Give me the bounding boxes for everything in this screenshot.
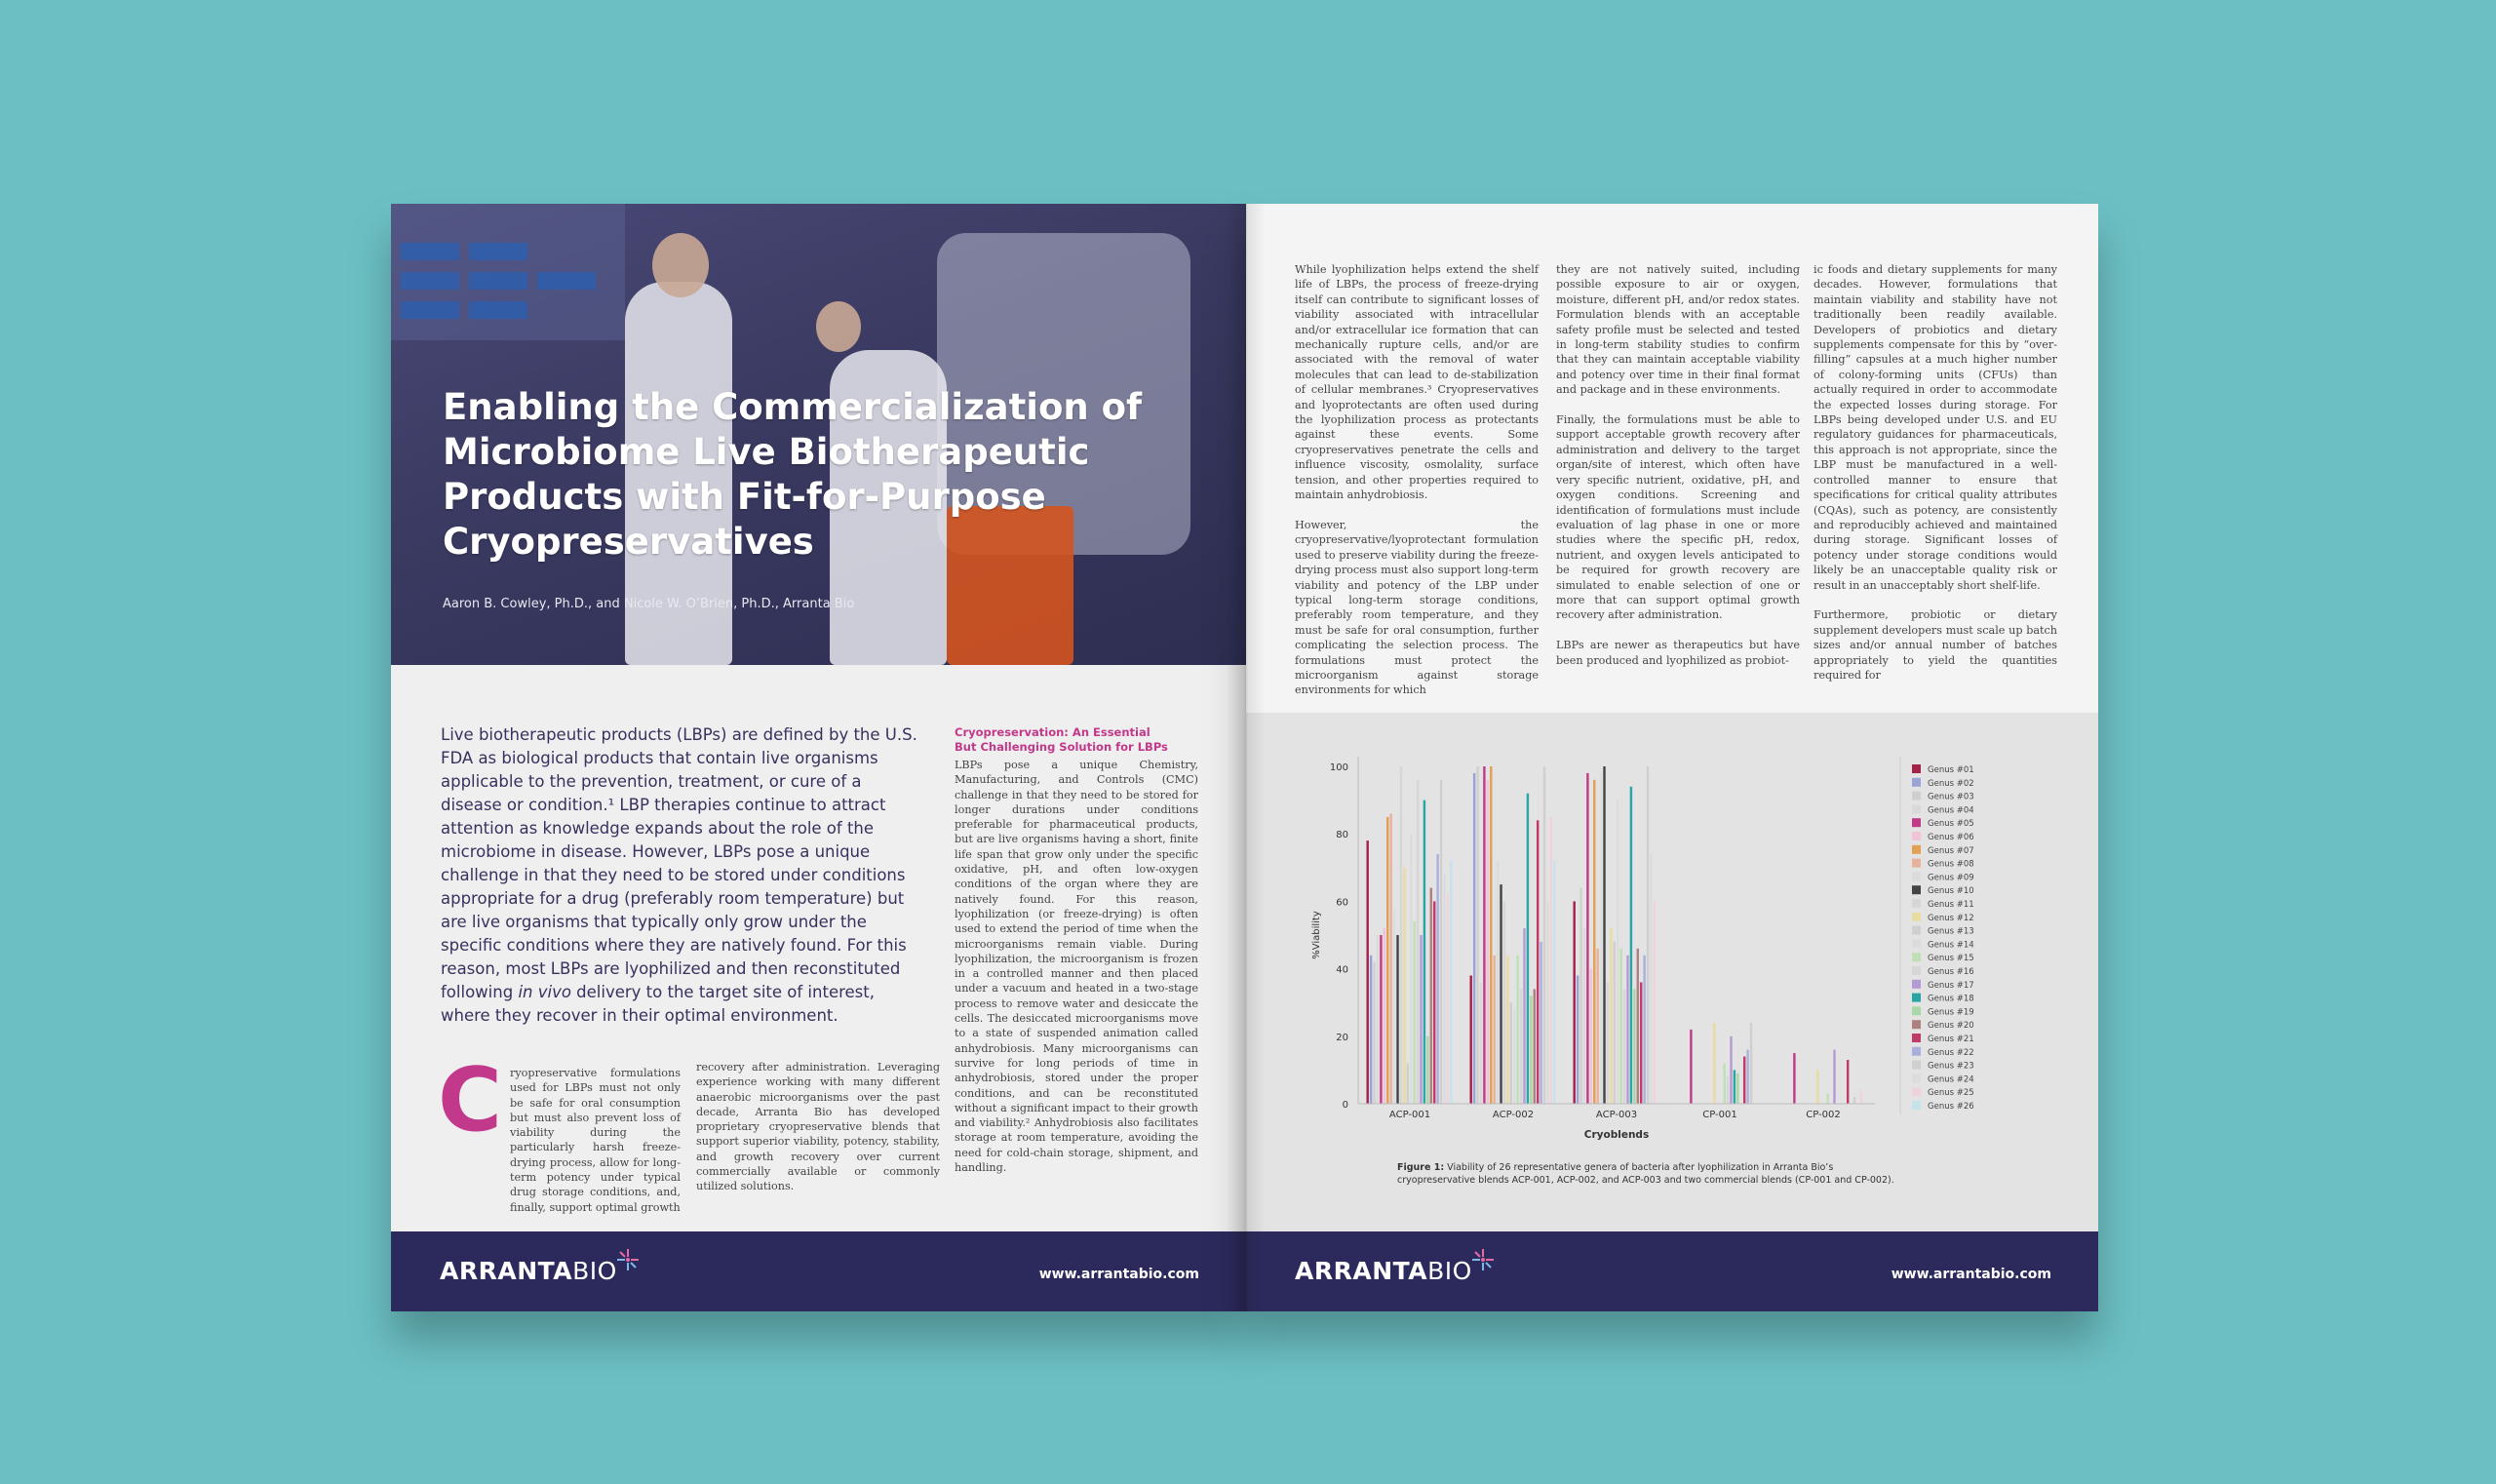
bar (1396, 935, 1398, 1104)
legend-swatch (1912, 1034, 1921, 1042)
legend-swatch (1912, 913, 1921, 921)
article-authors: Aaron B. Cowley, Ph.D., and Nicole W. O’Brien, Ph.D., Arranta Bio (443, 597, 855, 611)
bar (1723, 1063, 1725, 1104)
y-tick-label: 40 (1336, 964, 1348, 976)
bar (1436, 854, 1438, 1104)
legend-swatch (1912, 845, 1921, 854)
bar (1540, 942, 1541, 1104)
bar (1417, 780, 1419, 1104)
y-axis-label: %Viability (1311, 911, 1322, 959)
legend-swatch (1912, 804, 1921, 813)
logo-text-bio-right: BIO (1427, 1257, 1472, 1285)
bar (1447, 894, 1449, 1104)
logo-text-main-right: ARRANTA (1295, 1257, 1428, 1285)
bar (1403, 868, 1405, 1104)
bar (1603, 766, 1605, 1104)
bar (1727, 1076, 1729, 1104)
right-column-1: While lyophilization helps extend the shelf life of LBPs, the process of freeze-drying itself can contribute to significant losses of viability associated with intracellular and/or extracellular ice formation that can mechanically rupture cells, and/or are associated with the removal of water molecules that can lead to de-stabilization of cellular membranes.³ Cryopreservatives and lyoprotectants are often used during the lyophilization process as protectants against these events. Some cryopreservatives penetrate the cells and influence viscosity, osmolality, surface tension, and other properties required to maintain anhydrobiosis. However, the cryopreservative/lyoprotectant formulation used to preserve viability during the freeze-drying process must also support long-term viability and potency of the LBP under typical long-term storage conditions, preferably room temperature, and they must be safe for oral consumption, further complicating the selection process. The formulations must protect the microorganism against storage environments for which (1295, 263, 1539, 697)
legend-swatch (1912, 1047, 1921, 1056)
legend-swatch (1912, 1006, 1921, 1015)
bar (1614, 942, 1616, 1104)
figure-caption (1397, 1161, 1904, 1187)
legend-swatch (1912, 1087, 1921, 1096)
bar (1633, 989, 1635, 1104)
bar (1640, 982, 1642, 1104)
bar (1833, 1050, 1835, 1104)
bar (1384, 928, 1385, 1104)
right-page (1246, 204, 2098, 1311)
bar (1433, 901, 1435, 1104)
legend-label: Genus #16 (1928, 967, 1974, 977)
bar (1490, 766, 1492, 1104)
body-column-1: ryopreservative formulations used for LBPs must not only be safe for oral consumption but must also prevent loss of viability during the particularly harsh freeze-drying process, allow for long-term potency under typical drug storage conditions, and, finally, support optimal growth (510, 1067, 681, 1214)
bar (1527, 794, 1529, 1104)
caption-text: Viability of 26 representative genera of bacteria after lyophilization in Arranta Bio’s cryopreservative blends ACP-001, ACP-002, and ACP-003 and two commercial blends (CP-001 and CP-002). (1397, 1162, 1894, 1186)
bar (1413, 921, 1415, 1104)
bar (1647, 766, 1649, 1104)
bar (1424, 801, 1425, 1104)
arranta-logo (440, 1257, 617, 1285)
bar (1380, 935, 1382, 1104)
right-footer (1246, 1231, 2098, 1311)
bar (1546, 901, 1548, 1104)
legend-label: Genus #23 (1928, 1061, 1974, 1072)
bar (1596, 949, 1598, 1104)
italic-term: in vivo (518, 983, 571, 1001)
legend-swatch (1912, 953, 1921, 961)
bar (1430, 888, 1432, 1104)
legend-label: Genus #24 (1928, 1074, 1974, 1085)
bar (1473, 773, 1475, 1104)
legend-label: Genus #15 (1928, 954, 1974, 964)
bar (1510, 1002, 1512, 1104)
bar (1743, 1057, 1745, 1104)
legend-swatch (1912, 764, 1921, 773)
logo-text-bio: BIO (572, 1257, 617, 1285)
magazine-spread (391, 204, 2098, 1311)
bar (1534, 989, 1536, 1104)
bar (1520, 989, 1522, 1104)
bar (1543, 766, 1545, 1104)
bar (1654, 901, 1656, 1104)
bar (1377, 935, 1379, 1104)
bar (1493, 956, 1495, 1104)
legend-swatch (1912, 885, 1921, 894)
bar (1713, 1023, 1715, 1104)
x-tick-label: CP-001 (1702, 1110, 1737, 1120)
bar (1469, 976, 1471, 1104)
y-tick-label: 100 (1329, 762, 1348, 773)
bar (1573, 901, 1575, 1104)
legend-swatch (1912, 899, 1921, 908)
legend-swatch (1912, 832, 1921, 840)
bar (1400, 766, 1402, 1104)
legend-swatch (1912, 939, 1921, 948)
bar (1537, 820, 1539, 1104)
bar (1793, 1053, 1795, 1104)
legend-label: Genus #13 (1928, 926, 1974, 937)
spark-icon (615, 1247, 641, 1272)
bar (1516, 956, 1518, 1104)
legend-label: Genus #26 (1928, 1102, 1974, 1112)
legend-label: Genus #10 (1928, 886, 1974, 897)
bar (1583, 928, 1585, 1104)
legend-label: Genus #25 (1928, 1088, 1974, 1099)
bar (1847, 1060, 1849, 1104)
legend-swatch (1912, 792, 1921, 801)
legend-swatch (1912, 1101, 1921, 1110)
bar (1530, 996, 1532, 1104)
bar (1450, 861, 1452, 1104)
legend-label: Genus #07 (1928, 845, 1974, 856)
legend-swatch (1912, 859, 1921, 868)
bar (1643, 956, 1645, 1104)
bar (1407, 1063, 1409, 1104)
bar (1503, 901, 1505, 1104)
bar (1617, 801, 1618, 1104)
bar (1619, 949, 1621, 1104)
x-tick-label: ACP-002 (1492, 1110, 1535, 1120)
legend-label: Genus #11 (1928, 900, 1974, 910)
bar (1386, 817, 1388, 1104)
y-tick-label: 80 (1336, 830, 1348, 841)
logo-text-main: ARRANTA (440, 1257, 573, 1285)
bar (1623, 989, 1625, 1104)
bar (1420, 935, 1422, 1104)
bar (1393, 908, 1395, 1104)
legend-swatch (1912, 994, 1921, 1002)
legend-label: Genus #12 (1928, 913, 1974, 923)
bar (1860, 1090, 1862, 1104)
bar (1440, 780, 1442, 1104)
bar (1506, 956, 1508, 1104)
legend-label: Genus #05 (1928, 819, 1974, 830)
legend-label: Genus #22 (1928, 1047, 1974, 1058)
legend-swatch (1912, 872, 1921, 880)
bar (1853, 1097, 1855, 1104)
y-tick-label: 60 (1336, 897, 1348, 909)
body-column-2: recovery after administration. Leveraging experience working with many different anaerobic microorganisms over the past decade, Arranta Bio has developed proprietary cryopreservative blends that support superior viability, potency, stability, and growth recovery over current commercially available or commonly utilized solutions. (696, 1061, 940, 1193)
legend-swatch (1912, 1074, 1921, 1082)
x-axis-label: Cryoblends (1583, 1129, 1650, 1141)
right-column-3: ic foods and dietary supplements for many decades. However, formulations that maintain viability and stability have not traditionally been readily available. Developers of probiotics and dietary supplements compensate for this by “over-filling” capsules at a much higher number of colony-forming units (CFUs) than actually required in order to accommodate the expected losses during storage. For LBPs being developed under U.S. and EU regulatory guidances for pharmaceuticals, this approach is not appropriate, since the LBP must be manufactured in a well-controlled manner to ensure that specifications for critical quality attributes (CQAs), such as potency, are consistently and reproducibly achieved and maintained during storage. Significant losses of potency under storage conditions would likely be an unacceptable quality risk or result in an unacceptably short shelf-life. Furthermore, probiotic or dietary supplement developers must scale up batch sizes and/or annual number of batches appropriately to yield the quantities required for (1814, 263, 2057, 682)
bar (1513, 1009, 1515, 1104)
bar (1500, 884, 1502, 1104)
bar (1553, 861, 1555, 1104)
bar (1370, 956, 1372, 1104)
website-url: www.arrantabio.com (1038, 1267, 1199, 1282)
legend-swatch (1912, 1061, 1921, 1070)
legend-swatch (1912, 1020, 1921, 1029)
caption-label: Figure 1: (1397, 1162, 1445, 1173)
viability-bar-chart (1246, 713, 2098, 1231)
bar (1389, 813, 1391, 1104)
intro-paragraph: Live biotherapeutic products (LBPs) are defined by the U.S. FDA as biological products that contain live organisms applicable to the prevention, treatment, or cure of a disease or condition.¹ LBP therapies continue to attract attention as knowledge expands about the role of the microbiome in disease. However, LBPs pose a unique challenge in that they need to be stored under conditions appropriate for a drug (preferably room temperature) but are live organisms that typically only grow under the specific conditions where they are natively found. For this reason, most LBPs are lyophilized and then reconstituted following in vivo delivery to the target site of interest, where they recover in their optimal environment. (441, 725, 917, 1025)
bar (1483, 766, 1485, 1104)
legend-label: Genus #20 (1928, 1021, 1974, 1032)
legend-label: Genus #19 (1928, 1007, 1974, 1018)
left-page (391, 204, 1246, 1311)
bar (1487, 780, 1489, 1104)
bar (1480, 982, 1482, 1104)
bar (1497, 861, 1499, 1104)
hero-image (391, 204, 1246, 665)
legend-label: Genus #14 (1928, 940, 1974, 951)
legend-swatch (1912, 980, 1921, 989)
bar (1443, 875, 1445, 1104)
legend-label: Genus #04 (1928, 805, 1974, 816)
bar (1593, 780, 1595, 1104)
section-heading: Cryopreservation: An Essential But Challenging Solution for LBPs (955, 725, 1168, 754)
legend-swatch (1912, 966, 1921, 975)
bar (1826, 1094, 1828, 1104)
website-url-right: www.arrantabio.com (1891, 1267, 2051, 1282)
bar (1607, 982, 1609, 1104)
legend-label: Genus #01 (1928, 765, 1974, 775)
bar (1750, 1023, 1752, 1104)
legend-label: Genus #06 (1928, 833, 1974, 842)
legend-label: Genus #09 (1928, 873, 1974, 883)
y-tick-label: 0 (1342, 1100, 1348, 1111)
bar (1410, 834, 1412, 1104)
y-tick-label: 20 (1336, 1032, 1348, 1043)
legend-swatch (1912, 926, 1921, 935)
legend-label: Genus #17 (1928, 980, 1974, 991)
bar (1600, 773, 1602, 1104)
legend-swatch (1912, 778, 1921, 787)
article-title: Enabling the Commercialization of Microbiome Live Biotherapeutic Products with Fit-for-Purpose Cryopreservatives (443, 386, 1143, 563)
legend-label: Genus #03 (1928, 792, 1974, 802)
bar (1626, 956, 1628, 1104)
legend-label: Genus #02 (1928, 778, 1974, 789)
bar (1637, 949, 1639, 1104)
bar (1730, 1036, 1732, 1104)
bar (1577, 976, 1579, 1104)
bar (1373, 962, 1375, 1104)
bar (1366, 840, 1368, 1104)
x-tick-label: ACP-001 (1388, 1110, 1431, 1120)
bar (1816, 1070, 1818, 1104)
bar (1580, 888, 1581, 1104)
bar (1426, 1036, 1428, 1104)
right-column-2: they are not natively suited, including possible exposure to air or oxygen, moisture, different pH, and/or redox states. Formulation blends with an acceptable safety profile must be selected and tested in long-term stability studies to confirm that they can maintain acceptable viability and potency over time in their final format and package and in these environments. Finally, the formulations must be able to support acceptable growth recovery after administration and delivery to the target organ/site of interest, which often have very specific nutrient, oxidative, pH, and oxygen conditions. Screening and identification of formulations must include evaluation of lag phase in one or more studies where the specific pH, redox, nutrient, and oxygen levels anticipated to be required for growth recovery are simulated to enable selection of one or more that can support optimal growth recovery after administration. LBPs are newer as therapeutics but have been produced and lyophilized as probiot- (1556, 263, 1800, 667)
x-tick-label: CP-002 (1806, 1110, 1841, 1120)
drop-cap: C (438, 1049, 503, 1152)
left-footer (391, 1231, 1246, 1311)
legend-label: Genus #21 (1928, 1035, 1974, 1044)
bar (1650, 854, 1652, 1104)
bar (1610, 928, 1612, 1104)
figure-panel (1246, 713, 2098, 1231)
x-tick-label: ACP-003 (1595, 1110, 1638, 1120)
body-column-3: LBPs pose a unique Chemistry, Manufacturing, and Controls (CMC) challenge in that they need to be stored for longer durations under conditions preferable for pharmaceutical products, but are live organisms having a short, finite life span that grow only under the specific oxidative, pH, and often low-oxygen conditions of the organ where they are natively found. For this reason, lyophilization (or freeze-drying) is often used to extend the period of time when the microorganisms remain viable. During lyophilization, the microorganism is frozen in a controlled manner and then placed under a vacuum and heated in a two-stage process to remove water and desiccate the cells. The desiccated microorganisms move to a state of suspended animation called anhydrobiosis. Many microorganisms can survive for long periods of time in anhydrobiosis, stored under the proper conditions, and can be reconstituted without a significant impact to their growth and viability.² Anhydrobiosis also facilitates storage at room temperature, avoiding the need for cold-chain storage, shipment, and handling. (955, 759, 1198, 1175)
bar (1476, 766, 1478, 1104)
bar (1523, 928, 1525, 1104)
bar (1746, 1050, 1748, 1104)
bar (1586, 773, 1588, 1104)
legend-label: Genus #08 (1928, 859, 1974, 870)
legend-label: Genus #18 (1928, 994, 1974, 1004)
bar (1736, 1074, 1738, 1104)
spark-icon (1470, 1247, 1496, 1272)
bar (1550, 817, 1552, 1104)
bar (1690, 1030, 1692, 1104)
arranta-logo-right (1295, 1257, 1472, 1285)
bar (1630, 787, 1632, 1104)
legend-swatch (1912, 818, 1921, 827)
bar (1590, 969, 1592, 1104)
bar (1734, 1070, 1736, 1104)
